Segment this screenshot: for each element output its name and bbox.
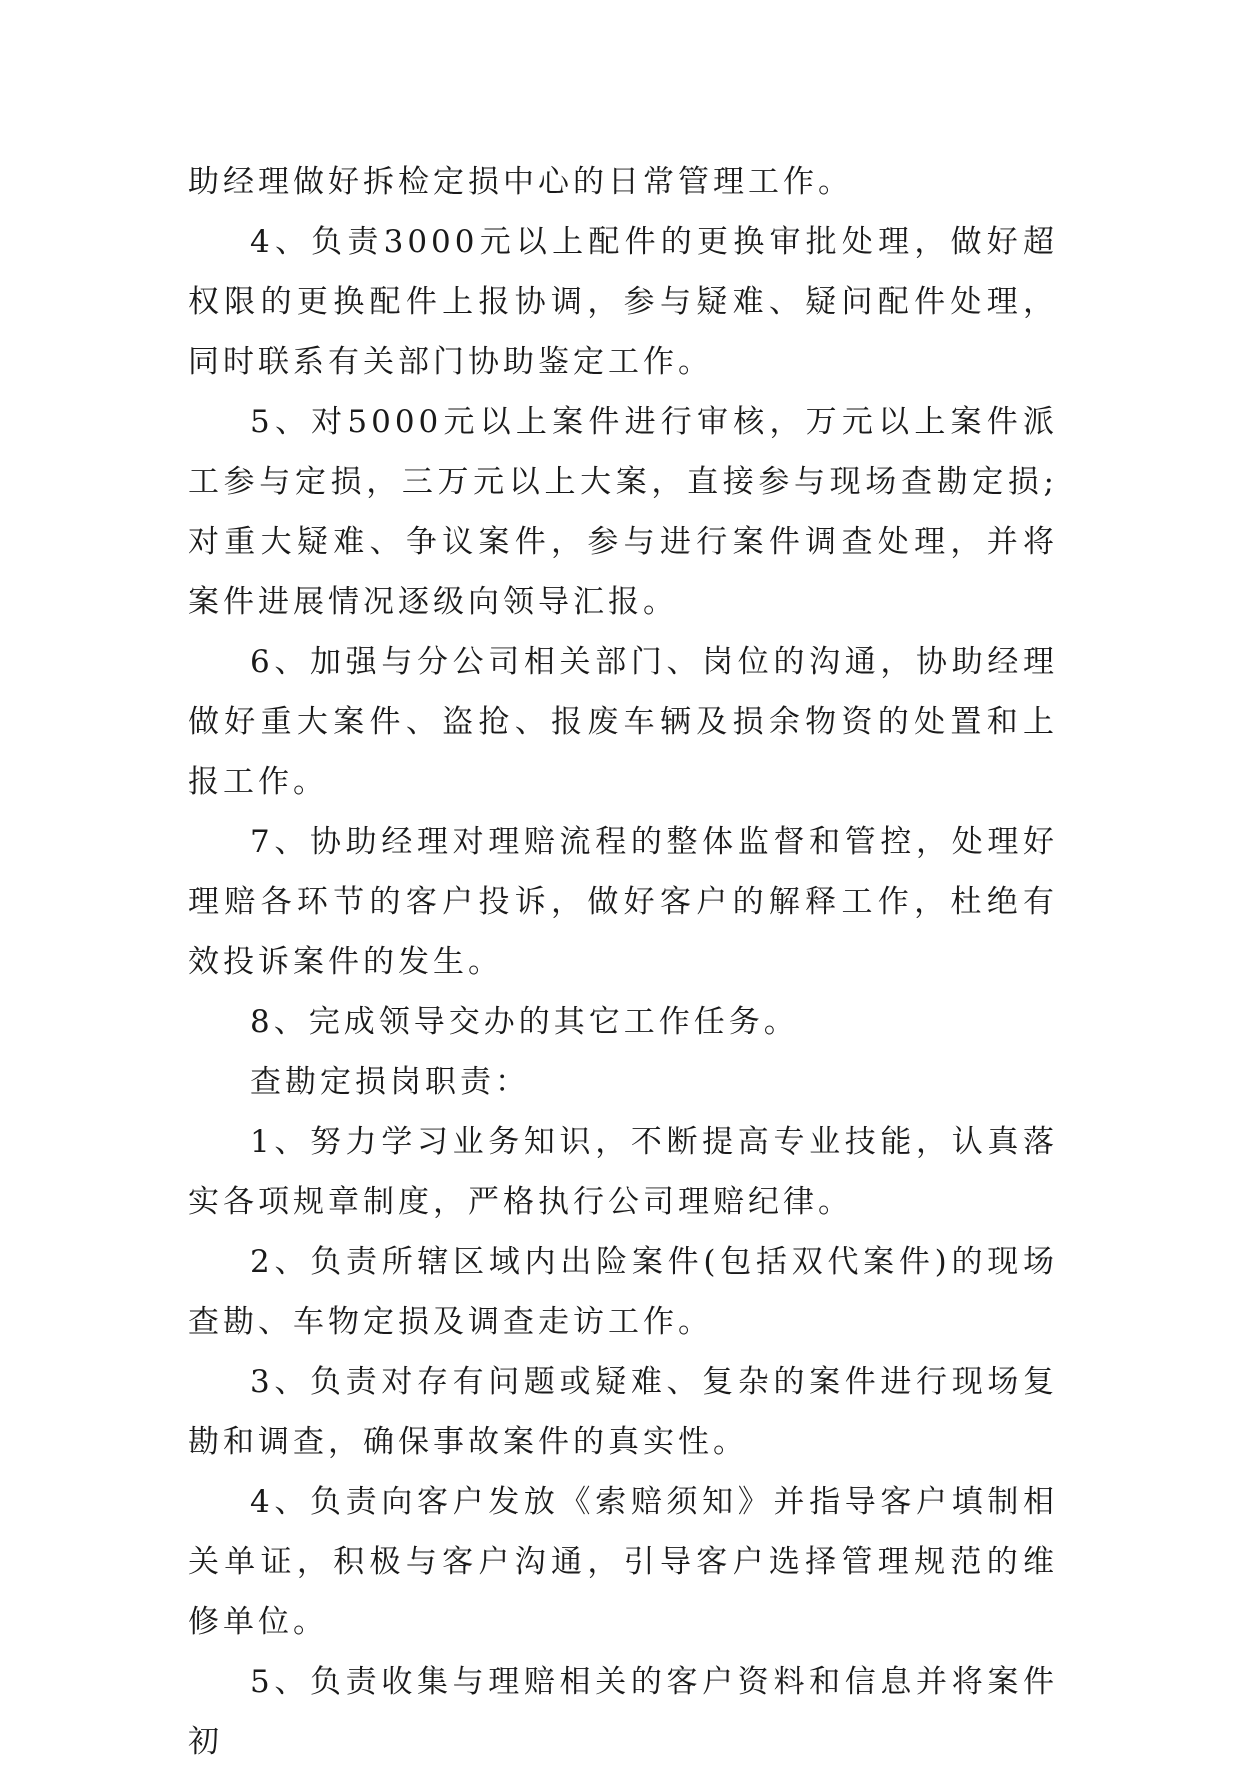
paragraph-item-3-resurvey: 3、负责对存有问题或疑难、复杂的案件进行现场复勘和调查，确保事故案件的真实性。 [188,1364,1058,1460]
paragraph-continuation: 助经理做好拆检定损中心的日常管理工作。 [188,164,853,200]
paragraph-item-7-process-control: 7、协助经理对理赔流程的整体监督和管控，处理好理赔各环节的客户投诉，做好客户的解释工作，杜绝有效投诉案件的发生。 [188,824,1058,980]
paragraph-item-1-study: 1、努力学习业务知识，不断提高专业技能，认真落实各项规章制度，严格执行公司理赔纪律。 [188,1124,1058,1220]
paragraph-item-5-case-review: 5、对5000元以上案件进行审核，万元以上案件派工参与定损，三万元以上大案，直接参与现场查勘定损;对重大疑难、争议案件，参与进行案件调查处理，并将案件进展情况逐级向领导汇报。 [188,404,1058,620]
paragraph-item-6-communication: 6、加强与分公司相关部门、岗位的沟通，协助经理做好重大案件、盗抢、报废车辆及损余物资的处置和上报工作。 [188,644,1058,800]
paragraph-item-4-parts-approval: 4、负责3000元以上配件的更换审批处理，做好超权限的更换配件上报协调，参与疑难、疑问配件处理，同时联系有关部门协助鉴定工作。 [188,224,1058,380]
section-heading-survey-role: 查勘定损岗职责： [250,1064,530,1100]
document-body [188,152,1058,1772]
paragraph-item-5-collect-info: 5、负责收集与理赔相关的客户资料和信息并将案件初 [188,1664,1058,1760]
paragraph-item-4-claim-notice: 4、负责向客户发放《索赔须知》并指导客户填制相关单证，积极与客户沟通，引导客户选择管理规范的维修单位。 [188,1484,1058,1640]
paragraph-item-2-onsite-survey: 2、负责所辖区域内出险案件(包括双代案件)的现场查勘、车物定损及调查走访工作。 [188,1244,1058,1340]
paragraph-item-8-other-tasks: 8、完成领导交办的其它工作任务。 [250,1004,799,1040]
